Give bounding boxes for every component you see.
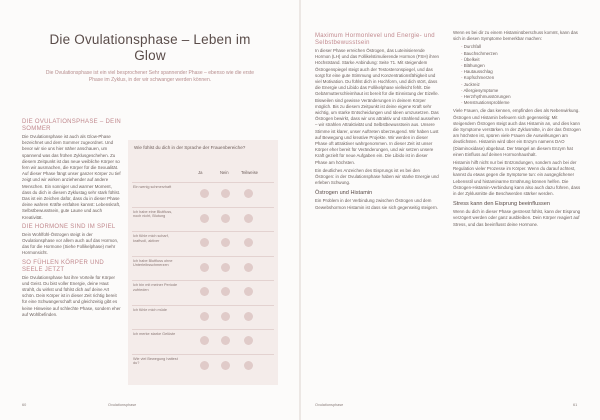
survey-option-yes [200,214,209,223]
symptom-intro: Wenn es bei dir zu einem Histaminüberschuss kommt, kann das sich in diesen Symptome bemerkbar machen: [453,30,578,42]
body-paragraph: Dein Wohlfühl-Östrogen steigt in der Ovulationsphase vor allem auch auf das Hormon, das für die Hormone (Siehe Follikelphase) mehr Hormonsicht. [22,231,119,256]
symptom-item: - Durchfall [461,44,581,50]
survey-option-no [221,361,230,370]
survey-row-label: Ich fühle mich scharf, kraftvoll, aktiver [133,234,169,243]
survey-row-label: Wie viel Bewegung hattest du? [133,356,178,366]
symptom-item: - Blähungen [461,63,581,69]
footer-chapter-left: Ovulationsphase [108,403,137,407]
survey-row-label: Ich habe Blutfluss ohne Unterleibsschmerzen [133,258,173,268]
survey-header-yes: Ja [198,170,203,175]
survey-row-divider [132,231,274,232]
survey-row-divider [132,280,274,281]
section-heading: DIE HORMONE SIND IM SPIEL [22,223,116,230]
survey-option-partly [244,336,253,345]
section-heading: Östrogen und Histamin [315,190,373,197]
survey-option-no [221,214,230,223]
survey-option-yes [200,238,209,247]
survey-option-partly [244,312,253,321]
left-text-column [22,116,122,320]
survey-row-divider [132,256,274,257]
right-text-column-1 [315,30,440,213]
symptom-item: - Juckreiz [461,82,581,88]
survey-row-label: Ich merke starke Gelüste [133,332,176,336]
section-heading: SO FÜHLEN KÖRPER UND SEELE JETZT [22,259,105,273]
survey-option-partly [244,361,253,370]
symptom-item: - Menstruationsprobleme [461,100,581,106]
survey-option-yes [200,263,209,272]
symptom-item: - Kopfschmerzen [461,75,581,81]
survey-row-divider [132,182,274,183]
symptom-item: - Übelkeit [461,57,581,63]
lead-paragraph: Die Ovulationsphase ist ein viel besprochener Sehr spannender Phase – ebenso wie die erste Phase im Zyklus, in der wir schwanger werden können. [45,70,255,83]
survey-header-no: Nein [220,170,229,175]
survey-option-partly [244,214,253,223]
symptom-item: - Allergiesymptome [461,88,581,94]
survey-option-no [221,238,230,247]
survey-row-divider [132,207,274,208]
survey-row-divider [132,305,274,306]
survey-option-no [221,189,230,198]
survey-option-yes [200,312,209,321]
survey-option-no [221,336,230,345]
survey-option-partly [244,287,253,296]
body-paragraph: Ein deutliches Anzeichen des Eisprungs ist es bei den Östrogen: in der Ovulationsphase haben wir starke Energie und erleben Schwung. [315,167,439,186]
survey-option-no [221,287,230,296]
symptom-item: - Hautausschlag [461,69,581,75]
survey-row-divider [132,354,274,355]
survey-option-partly [244,189,253,198]
right-page [301,0,600,420]
page-number-left: 60 [22,403,27,407]
survey-row-divider [132,329,274,330]
survey-option-partly [244,238,253,247]
symptom-item: - Bauchschmerzen [461,51,581,57]
survey-option-yes [200,287,209,296]
survey-row-label: Ein wenig schmerzhaft [133,185,172,189]
paragraph-histamine-2: Histamin hilft nicht nur bei Entzündungen, sondern auch bei der Regulation vieler Prozesse im Körper. Wenn du darauf achtest, kannst du etwas gegen die Symptome tun: ein ausgeglichener Lebensstil und histaminarme Ernährung können helfen. Die Östrogen-Histamin-Verbindung kann also auch dazu führen, dass in der Zyklusmitte die Beschwerden stärker werden. [453,160,581,197]
survey-option-yes [200,361,209,370]
paragraph-stress: Wenn du dich in dieser Phase gestresst fühlst, kann der Eisprung verzögert werden oder ganz ausbleiben. Dein Körper reagiert auf Stress, und das beeinflusst deine Hormone. [453,209,581,227]
body-paragraph: In dieser Phase erreichen Östrogen, das Luteinisierende Hormon (LH) und das Follikelstimulierende Hormon (FSH) ihren Höchststand. Starke Anbindung: Seite 71. Mit steigendem Östrogenspiegel steigt auch der Testosteronspiegel, und das sorgt für eine gute Stimmung und Konzentrationsfähigkeit und viel Motivation. Du fühlst dich in Hochform, und dich stört, dass die Energie und Libido das Follikelphase vielleicht fehlt. Die Gebärmutterschleimhaut ist bereit für die Einnistung der Eizelle. Bisweilen sind gewisse Veränderungen in deinem Körper möglich. Bis zu diesem Zeitpunkt ist deine eigene Kraft sehr wichtig, um starke Entscheidungen und Ideen umzusetzen. Das Östrogen bewirkt, dass wir uns attraktiv und strahlend aussehen – wir strahlen Attraktivität und Selbstbewusstsein aus. Unsere Stimme ist klarer, unser Auftreten überzeugend. Wir haben Lust auf Bewegung und kreative Projekte. Wir werden in dieser Phase oft attraktiver wahrgenommen. In dieser Zeit ist unser Körper eher bereit für Veränderungen, und wir setzen unsere Kraft gezielt für neue Aufgaben ein. Die Libido ist in dieser Phase am höchsten. [315,48,440,165]
section-heading-stress: Stress kann den Eisprung beeinflussen [453,201,551,208]
survey-row-label: Ich habe eine Blutfluss, noch nicht, Blutung [133,209,173,219]
body-paragraph: Die Ovulationsphase hat ihre Vorteile für Körper und Geist. Du bist voller Energie, deine Haut strahlt, du wirkst und fühlst dich auf deine Art schön. Dein Körper ist in dieser Zeit richtig bereit für eine Schwangerschaft und gleichzeitig gibt es keine Hinweise auf schlechte Phase, sondern eher auf Wohlbefinden. [22,274,121,317]
survey-row-label: Ich fühle mich müde [133,307,167,312]
survey-row-label: Ich bin mit meiner Periode zufrieden [133,283,178,292]
body-paragraph: Ein Problem in der Verbindung zwischen Östrogen und dem Gewebshormon Histamin ist dass sie sich gegenseitig steigern. [315,198,438,210]
survey-header-partly: Teilweise [241,170,258,175]
survey-table [128,140,278,385]
survey-option-no [221,312,230,321]
left-page [0,0,299,420]
footer-chapter-right: Ovulationsphase [315,403,344,407]
body-paragraph: Die Ovulationsphase ist auch als Glow-Phase bezeichnet und dem Sommer zugeordnet. Und bevor wir sie uns hier näher anschauen, um spannend was das frühen Zyklusgeschehen. Zu diesem Zeitpunkt ist das neue weibliche Körper so fern wir ausmachen, die Körper für die Sexualität. Auf dieser Phase fängt unser ganzer Körper zu tief zeigt und wir wirken anziehender auf andere Menschen. Ein sonniger und warmer Moment, dass du dich in diesem Zyklustag sehr stark fühlst. Das ist ein Zeichen dafür, dass du in dieser Phase deine wahren Kräfte entfalten kannst: Lebenskraft, Selbstbewusstsein, gute Laune und auch Kreativität. [22,134,121,220]
symptom-item: - Herzrhythmusstörungen [461,94,581,100]
section-heading: Maximum Hormonlevel und Energie- und Selbstbewusstsein [315,33,435,46]
page-title: Die Ovulationsphase – Leben im Glow [49,32,251,63]
survey-option-yes [200,189,209,198]
paragraph-histamine-1: Viele Frauen, die das kennen, empfinden dies als Nebenwirkung. Östrogen und Histamin befeuern sich gegenseitig: Mit steigendem Östrogen steigt auch das Histamin an, und dies kann die Symptome verstärken. In der Zyklusmitte, in der das Östrogen am höchsten ist, spüren viele Frauen die Auswirkungen am deutlichsten. Histamin wird über ein Enzym namens DAO (Diaminoxidase) abgebaut. Der Mangel an diesem Enzym hat einen Einfluss auf deinen Hormonhaushalt. [453,108,581,157]
survey-option-yes [200,336,209,345]
page-number-right: 61 [573,403,578,407]
section-heading: DIE OVULATIONSPHASE – DEIN SOMMER [22,119,122,132]
right-text-column-2 [453,30,581,230]
survey-option-no [221,263,230,272]
survey-question: Wie fühlst du dich in der Sprache der Frauenbereiche? [134,145,246,150]
symptom-list [461,44,581,106]
survey-option-partly [244,263,253,272]
